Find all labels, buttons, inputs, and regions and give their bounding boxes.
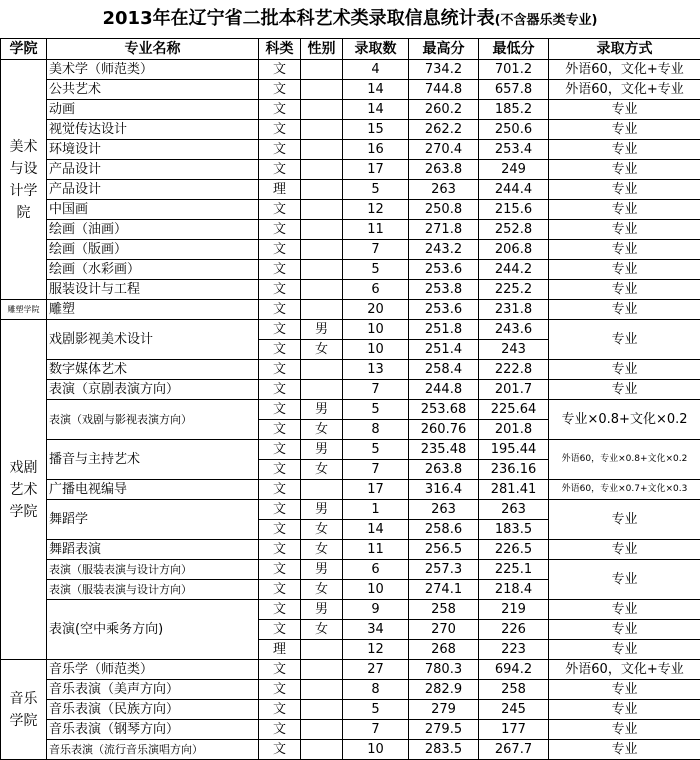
- max-score-cell: 744.8: [409, 80, 479, 100]
- header-count: 录取数: [343, 39, 409, 60]
- max-score-cell: 253.8: [409, 280, 479, 300]
- admission-table: [0, 38, 700, 760]
- table-row: [1, 360, 700, 380]
- max-score-cell: 253.6: [409, 300, 479, 320]
- max-score-cell: 260.2: [409, 100, 479, 120]
- table-row: [1, 320, 700, 340]
- gender-cell: 女: [301, 540, 343, 560]
- min-score-cell: 201.7: [479, 380, 549, 400]
- max-score-cell: 251.8: [409, 320, 479, 340]
- max-score-cell: 263.8: [409, 160, 479, 180]
- track-cell: 文: [259, 500, 301, 520]
- gender-cell: 男: [301, 500, 343, 520]
- gender-cell: [301, 700, 343, 720]
- method-cell: 专业: [549, 540, 700, 560]
- min-score-cell: 215.6: [479, 200, 549, 220]
- min-score-cell: 250.6: [479, 120, 549, 140]
- method-cell: 专业: [549, 240, 700, 260]
- count-cell: 15: [343, 120, 409, 140]
- program-cell: 雕塑: [47, 300, 259, 320]
- method-cell: 外语60，文化+专业: [549, 60, 700, 80]
- track-cell: 文: [259, 260, 301, 280]
- program-cell: 戏剧影视美术设计: [47, 320, 259, 360]
- table-row: [1, 260, 700, 280]
- table-row: [1, 740, 700, 760]
- min-score-cell: 225.2: [479, 280, 549, 300]
- count-cell: 14: [343, 80, 409, 100]
- college-cell: 雕塑学院: [1, 300, 47, 320]
- track-cell: 文: [259, 300, 301, 320]
- min-score-cell: 218.4: [479, 580, 549, 600]
- count-cell: 11: [343, 540, 409, 560]
- max-score-cell: 279.5: [409, 720, 479, 740]
- program-cell: 绘画（版画）: [47, 240, 259, 260]
- method-cell: 专业: [549, 380, 700, 400]
- table-row: [1, 720, 700, 740]
- method-cell: 外语60，文化+专业: [549, 660, 700, 680]
- header-row: [1, 39, 700, 60]
- header-college: 学院: [1, 39, 47, 60]
- gender-cell: 女: [301, 420, 343, 440]
- count-cell: 17: [343, 480, 409, 500]
- college-cell: 音乐学院: [1, 660, 47, 760]
- header-method: 录取方式: [549, 39, 700, 60]
- gender-cell: [301, 640, 343, 660]
- min-score-cell: 201.8: [479, 420, 549, 440]
- track-cell: 文: [259, 60, 301, 80]
- method-cell: 专业: [549, 560, 700, 600]
- table-row: [1, 660, 700, 680]
- count-cell: 6: [343, 560, 409, 580]
- method-cell: 专业: [549, 220, 700, 240]
- count-cell: 10: [343, 740, 409, 760]
- table-row: [1, 600, 700, 620]
- max-score-cell: 270.4: [409, 140, 479, 160]
- method-cell: 专业: [549, 640, 700, 660]
- gender-cell: [301, 680, 343, 700]
- min-score-cell: 657.8: [479, 80, 549, 100]
- program-cell: 表演（服装表演与设计方向）: [47, 580, 259, 600]
- min-score-cell: 281.41: [479, 480, 549, 500]
- max-score-cell: 253.68: [409, 400, 479, 420]
- count-cell: 16: [343, 140, 409, 160]
- max-score-cell: 262.2: [409, 120, 479, 140]
- college-cell: 戏剧艺术学院: [1, 320, 47, 660]
- max-score-cell: 256.5: [409, 540, 479, 560]
- gender-cell: 女: [301, 520, 343, 540]
- method-cell: 专业: [549, 500, 700, 540]
- max-score-cell: 283.5: [409, 740, 479, 760]
- min-score-cell: 249: [479, 160, 549, 180]
- count-cell: 8: [343, 420, 409, 440]
- count-cell: 5: [343, 260, 409, 280]
- count-cell: 5: [343, 400, 409, 420]
- track-cell: 文: [259, 200, 301, 220]
- gender-cell: [301, 220, 343, 240]
- program-cell: 视觉传达设计: [47, 120, 259, 140]
- min-score-cell: 244.4: [479, 180, 549, 200]
- track-cell: 文: [259, 380, 301, 400]
- program-cell: 绘画（油画）: [47, 220, 259, 240]
- table-row: [1, 100, 700, 120]
- count-cell: 9: [343, 600, 409, 620]
- min-score-cell: 701.2: [479, 60, 549, 80]
- header-max: 最高分: [409, 39, 479, 60]
- gender-cell: [301, 360, 343, 380]
- max-score-cell: 257.3: [409, 560, 479, 580]
- gender-cell: [301, 200, 343, 220]
- gender-cell: 女: [301, 620, 343, 640]
- count-cell: 27: [343, 660, 409, 680]
- count-cell: 5: [343, 180, 409, 200]
- min-score-cell: 694.2: [479, 660, 549, 680]
- header-track: 科类: [259, 39, 301, 60]
- max-score-cell: 263: [409, 180, 479, 200]
- gender-cell: 男: [301, 400, 343, 420]
- track-cell: 文: [259, 340, 301, 360]
- max-score-cell: 282.9: [409, 680, 479, 700]
- table-row: [1, 700, 700, 720]
- track-cell: 文: [259, 620, 301, 640]
- count-cell: 6: [343, 280, 409, 300]
- max-score-cell: 734.2: [409, 60, 479, 80]
- program-cell: 数字媒体艺术: [47, 360, 259, 380]
- gender-cell: [301, 300, 343, 320]
- method-cell: 专业: [549, 360, 700, 380]
- table-row: [1, 540, 700, 560]
- method-cell: 外语60，专业×0.8+文化×0.2: [549, 440, 700, 480]
- count-cell: 13: [343, 360, 409, 380]
- table-row: [1, 120, 700, 140]
- title-note: (不含器乐类专业): [495, 13, 598, 28]
- program-cell: 舞蹈学: [47, 500, 259, 540]
- track-cell: 文: [259, 140, 301, 160]
- table-row: [1, 400, 700, 420]
- method-cell: 专业: [549, 740, 700, 760]
- track-cell: 文: [259, 460, 301, 480]
- gender-cell: [301, 380, 343, 400]
- max-score-cell: 270: [409, 620, 479, 640]
- method-cell: 专业: [549, 600, 700, 620]
- min-score-cell: 177: [479, 720, 549, 740]
- count-cell: 5: [343, 700, 409, 720]
- count-cell: 10: [343, 320, 409, 340]
- min-score-cell: 243.6: [479, 320, 549, 340]
- min-score-cell: 267.7: [479, 740, 549, 760]
- program-cell: 环境设计: [47, 140, 259, 160]
- table-row: [1, 480, 700, 500]
- gender-cell: 女: [301, 340, 343, 360]
- method-cell: 专业: [549, 720, 700, 740]
- table-row: [1, 500, 700, 520]
- track-cell: 理: [259, 180, 301, 200]
- table-row: [1, 440, 700, 460]
- gender-cell: [301, 180, 343, 200]
- method-cell: 专业: [549, 100, 700, 120]
- gender-cell: [301, 660, 343, 680]
- max-score-cell: 274.1: [409, 580, 479, 600]
- program-cell: 音乐表演（民族方向）: [47, 700, 259, 720]
- table-row: [1, 280, 700, 300]
- track-cell: 文: [259, 80, 301, 100]
- program-cell: 播音与主持艺术: [47, 440, 259, 480]
- track-cell: 文: [259, 540, 301, 560]
- min-score-cell: 225.64: [479, 400, 549, 420]
- method-cell: 专业: [549, 160, 700, 180]
- method-cell: 专业: [549, 280, 700, 300]
- method-cell: 专业: [549, 300, 700, 320]
- program-cell: 服装设计与工程: [47, 280, 259, 300]
- count-cell: 4: [343, 60, 409, 80]
- track-cell: 文: [259, 560, 301, 580]
- count-cell: 34: [343, 620, 409, 640]
- method-cell: 专业: [549, 120, 700, 140]
- method-cell: 专业: [549, 140, 700, 160]
- min-score-cell: 253.4: [479, 140, 549, 160]
- program-cell: 音乐表演（美声方向）: [47, 680, 259, 700]
- track-cell: 文: [259, 240, 301, 260]
- track-cell: 文: [259, 120, 301, 140]
- table-row: [1, 140, 700, 160]
- gender-cell: [301, 260, 343, 280]
- track-cell: 文: [259, 480, 301, 500]
- count-cell: 10: [343, 340, 409, 360]
- min-score-cell: 185.2: [479, 100, 549, 120]
- header-min: 最低分: [479, 39, 549, 60]
- min-score-cell: 195.44: [479, 440, 549, 460]
- gender-cell: [301, 160, 343, 180]
- max-score-cell: 243.2: [409, 240, 479, 260]
- min-score-cell: 206.8: [479, 240, 549, 260]
- table-row: [1, 560, 700, 580]
- track-cell: 文: [259, 740, 301, 760]
- track-cell: 文: [259, 160, 301, 180]
- method-cell: 专业: [549, 680, 700, 700]
- min-score-cell: 226: [479, 620, 549, 640]
- gender-cell: 男: [301, 560, 343, 580]
- program-cell: 音乐表演（钢琴方向）: [47, 720, 259, 740]
- college-cell: 美术与设计学院: [1, 60, 47, 300]
- max-score-cell: 263.8: [409, 460, 479, 480]
- gender-cell: [301, 480, 343, 500]
- track-cell: 文: [259, 360, 301, 380]
- table-title: [0, 0, 700, 38]
- count-cell: 20: [343, 300, 409, 320]
- track-cell: 文: [259, 580, 301, 600]
- min-score-cell: 244.2: [479, 260, 549, 280]
- max-score-cell: 258.4: [409, 360, 479, 380]
- gender-cell: 男: [301, 320, 343, 340]
- count-cell: 7: [343, 240, 409, 260]
- method-cell: 专业: [549, 200, 700, 220]
- program-cell: 产品设计: [47, 160, 259, 180]
- count-cell: 5: [343, 440, 409, 460]
- program-cell: 表演（戏剧与影视表演方向）: [47, 400, 259, 440]
- max-score-cell: 253.6: [409, 260, 479, 280]
- track-cell: 文: [259, 400, 301, 420]
- program-cell: 表演（京剧表演方向）: [47, 380, 259, 400]
- header-gender: 性别: [301, 39, 343, 60]
- gender-cell: [301, 280, 343, 300]
- gender-cell: [301, 720, 343, 740]
- table-row: [1, 680, 700, 700]
- program-cell: 绘画（水彩画）: [47, 260, 259, 280]
- count-cell: 7: [343, 720, 409, 740]
- method-cell: 专业: [549, 180, 700, 200]
- min-score-cell: 231.8: [479, 300, 549, 320]
- gender-cell: [301, 60, 343, 80]
- min-score-cell: 219: [479, 600, 549, 620]
- track-cell: 文: [259, 100, 301, 120]
- max-score-cell: 260.76: [409, 420, 479, 440]
- track-cell: 文: [259, 520, 301, 540]
- count-cell: 7: [343, 380, 409, 400]
- title-main: 2013年在辽宁省二批本科艺术类录取信息统计表: [103, 8, 495, 29]
- gender-cell: [301, 240, 343, 260]
- count-cell: 10: [343, 580, 409, 600]
- min-score-cell: 236.16: [479, 460, 549, 480]
- max-score-cell: 250.8: [409, 200, 479, 220]
- max-score-cell: 251.4: [409, 340, 479, 360]
- gender-cell: [301, 120, 343, 140]
- track-cell: 文: [259, 440, 301, 460]
- track-cell: 文: [259, 660, 301, 680]
- track-cell: 理: [259, 640, 301, 660]
- program-cell: 公共艺术: [47, 80, 259, 100]
- count-cell: 14: [343, 520, 409, 540]
- gender-cell: [301, 740, 343, 760]
- track-cell: 文: [259, 600, 301, 620]
- gender-cell: 女: [301, 580, 343, 600]
- min-score-cell: 243: [479, 340, 549, 360]
- program-cell: 产品设计: [47, 180, 259, 200]
- max-score-cell: 258.6: [409, 520, 479, 540]
- gender-cell: [301, 140, 343, 160]
- gender-cell: [301, 80, 343, 100]
- max-score-cell: 235.48: [409, 440, 479, 460]
- count-cell: 1: [343, 500, 409, 520]
- min-score-cell: 258: [479, 680, 549, 700]
- count-cell: 12: [343, 640, 409, 660]
- program-cell: 动画: [47, 100, 259, 120]
- gender-cell: 男: [301, 440, 343, 460]
- program-cell: 音乐表演（流行音乐演唱方向）: [47, 740, 259, 760]
- gender-cell: [301, 100, 343, 120]
- min-score-cell: 226.5: [479, 540, 549, 560]
- count-cell: 14: [343, 100, 409, 120]
- gender-cell: 男: [301, 600, 343, 620]
- max-score-cell: 268: [409, 640, 479, 660]
- method-cell: 专业: [549, 320, 700, 360]
- track-cell: 文: [259, 680, 301, 700]
- table-row: [1, 380, 700, 400]
- max-score-cell: 258: [409, 600, 479, 620]
- min-score-cell: 263: [479, 500, 549, 520]
- table-row: [1, 80, 700, 100]
- header-program: 专业名称: [47, 39, 259, 60]
- method-cell: 专业: [549, 620, 700, 640]
- track-cell: 文: [259, 700, 301, 720]
- method-cell: 专业×0.8+文化×0.2: [549, 400, 700, 440]
- table-row: [1, 160, 700, 180]
- max-score-cell: 316.4: [409, 480, 479, 500]
- table-row: [1, 60, 700, 80]
- track-cell: 文: [259, 420, 301, 440]
- program-cell: 表演(空中乘务方向): [47, 600, 259, 660]
- count-cell: 12: [343, 200, 409, 220]
- min-score-cell: 245: [479, 700, 549, 720]
- program-cell: 中国画: [47, 200, 259, 220]
- count-cell: 11: [343, 220, 409, 240]
- method-cell: 专业: [549, 700, 700, 720]
- max-score-cell: 271.8: [409, 220, 479, 240]
- max-score-cell: 244.8: [409, 380, 479, 400]
- count-cell: 7: [343, 460, 409, 480]
- gender-cell: 女: [301, 460, 343, 480]
- table-row: [1, 220, 700, 240]
- track-cell: 文: [259, 720, 301, 740]
- track-cell: 文: [259, 280, 301, 300]
- min-score-cell: 223: [479, 640, 549, 660]
- table-row: [1, 200, 700, 220]
- program-cell: 音乐学（师范类）: [47, 660, 259, 680]
- max-score-cell: 279: [409, 700, 479, 720]
- min-score-cell: 183.5: [479, 520, 549, 540]
- table-row: [1, 240, 700, 260]
- count-cell: 8: [343, 680, 409, 700]
- method-cell: 外语60，文化+专业: [549, 80, 700, 100]
- min-score-cell: 225.1: [479, 560, 549, 580]
- min-score-cell: 222.8: [479, 360, 549, 380]
- count-cell: 17: [343, 160, 409, 180]
- max-score-cell: 263: [409, 500, 479, 520]
- program-cell: 表演（服装表演与设计方向）: [47, 560, 259, 580]
- track-cell: 文: [259, 320, 301, 340]
- method-cell: 专业: [549, 260, 700, 280]
- table-row: [1, 300, 700, 320]
- min-score-cell: 252.8: [479, 220, 549, 240]
- program-cell: 舞蹈表演: [47, 540, 259, 560]
- program-cell: 广播电视编导: [47, 480, 259, 500]
- program-cell: 美术学（师范类）: [47, 60, 259, 80]
- method-cell: 外语60，专业×0.7+文化×0.3: [549, 480, 700, 500]
- max-score-cell: 780.3: [409, 660, 479, 680]
- track-cell: 文: [259, 220, 301, 240]
- table-row: [1, 180, 700, 200]
